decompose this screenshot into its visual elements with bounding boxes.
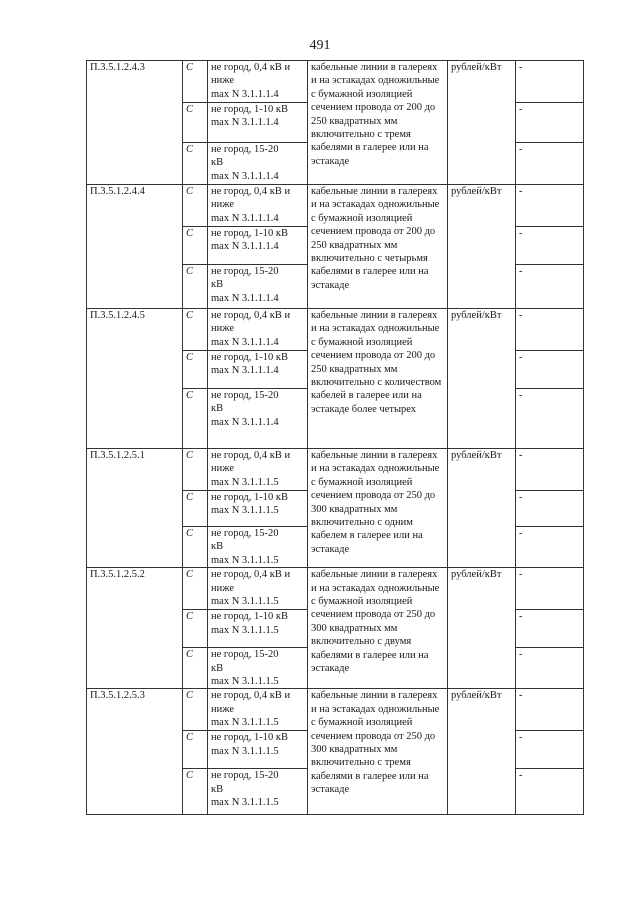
- table-row: [87, 185, 584, 227]
- rate-symbol: С: [183, 227, 208, 265]
- condition-line: не город, 15-20: [211, 649, 279, 661]
- condition-cell: [208, 568, 308, 610]
- condition-line: не город, 1-10 кВ: [211, 104, 288, 115]
- condition-line: max N 3.1.1.1.5: [211, 554, 279, 566]
- line-description: кабельные линии в галереях и на эстакадах одножильные с бумажной изоляцией сечением провода от 250 до 300 квадратных мм включительно с одним кабелем в галерее или на эстакаде: [308, 449, 448, 568]
- condition-line: не город, 1-10 кВ: [211, 492, 288, 503]
- rate-symbol: С: [183, 769, 208, 815]
- condition-line: кВ: [211, 662, 224, 674]
- value-cell: -: [516, 143, 584, 185]
- table-row: [87, 568, 584, 610]
- condition-line: не город, 0,4 кВ и: [211, 569, 291, 581]
- rate-symbol: С: [183, 731, 208, 769]
- rate-symbol: С: [183, 449, 208, 491]
- condition-line: не город, 1-10 кВ: [211, 352, 288, 363]
- condition-line: max N 3.1.1.1.4: [211, 416, 279, 428]
- condition-cell: [208, 527, 308, 568]
- value-cell: -: [516, 769, 584, 815]
- condition-line: не город, 0,4 кВ и: [211, 690, 291, 702]
- unit-cell: рублей/кВт: [448, 689, 516, 815]
- rate-symbol: С: [183, 568, 208, 610]
- rate-symbol: С: [183, 61, 208, 103]
- table-row: [87, 309, 584, 351]
- condition-line: max N 3.1.1.1.5: [211, 505, 279, 517]
- value-cell: -: [516, 309, 584, 351]
- condition-line: не город, 0,4 кВ и: [211, 62, 291, 73]
- tariff-table: [86, 60, 584, 815]
- item-code: П.3.5.1.2.4.3: [87, 61, 183, 185]
- table-row: [87, 449, 584, 491]
- item-code: П.3.5.1.2.5.3: [87, 689, 183, 815]
- condition-line: не город, 15-20: [211, 528, 279, 539]
- rate-symbol: С: [183, 309, 208, 351]
- value-cell: -: [516, 351, 584, 389]
- condition-cell: [208, 351, 308, 389]
- table-row: [87, 689, 584, 731]
- value-cell: -: [516, 265, 584, 309]
- value-cell: -: [516, 648, 584, 689]
- table-row: [87, 61, 584, 103]
- condition-line: кВ: [211, 279, 224, 291]
- rate-symbol: С: [183, 527, 208, 568]
- condition-line: max N 3.1.1.1.4: [211, 336, 279, 348]
- condition-line: не город, 1-10 кВ: [211, 228, 288, 239]
- condition-line: max N 3.1.1.1.4: [211, 241, 279, 253]
- value-cell: -: [516, 227, 584, 265]
- value-cell: -: [516, 527, 584, 568]
- unit-cell: рублей/кВт: [448, 568, 516, 689]
- condition-cell: [208, 731, 308, 769]
- condition-cell: [208, 689, 308, 731]
- line-description: кабельные линии в галереях и на эстакадах одножильные с бумажной изоляцией сечением провода от 200 до 250 квадратных мм включительно с тремя кабелями в галерее или на эстакаде: [308, 61, 448, 185]
- condition-line: не город, 1-10 кВ: [211, 732, 288, 744]
- condition-line: не город, 1-10 кВ: [211, 611, 288, 623]
- rate-symbol: С: [183, 648, 208, 689]
- condition-line: не город, 15-20: [211, 266, 279, 277]
- condition-cell: [208, 265, 308, 309]
- rate-symbol: С: [183, 185, 208, 227]
- unit-cell: рублей/кВт: [448, 61, 516, 185]
- value-cell: -: [516, 449, 584, 491]
- condition-line: ниже: [211, 199, 235, 211]
- condition-line: не город, 15-20: [211, 144, 279, 155]
- item-code: П.3.5.1.2.5.2: [87, 568, 183, 689]
- rate-symbol: С: [183, 389, 208, 449]
- tariff-body: [87, 61, 584, 815]
- condition-cell: [208, 185, 308, 227]
- condition-cell: [208, 449, 308, 491]
- value-cell: -: [516, 61, 584, 103]
- value-cell: -: [516, 185, 584, 227]
- page-number: 491: [309, 38, 331, 53]
- condition-line: max N 3.1.1.1.4: [211, 292, 279, 304]
- value-cell: -: [516, 689, 584, 731]
- condition-line: кВ: [211, 403, 224, 415]
- condition-line: max N 3.1.1.1.4: [211, 117, 279, 129]
- condition-cell: [208, 61, 308, 103]
- condition-cell: [208, 491, 308, 527]
- condition-cell: [208, 648, 308, 689]
- condition-line: max N 3.1.1.1.4: [211, 170, 279, 182]
- condition-line: max N 3.1.1.1.4: [211, 365, 279, 377]
- unit-cell: рублей/кВт: [448, 449, 516, 568]
- unit-cell: рублей/кВт: [448, 309, 516, 449]
- condition-line: max N 3.1.1.1.5: [211, 797, 279, 809]
- condition-line: ниже: [211, 703, 235, 715]
- condition-line: кВ: [211, 541, 224, 553]
- condition-cell: [208, 389, 308, 449]
- value-cell: -: [516, 491, 584, 527]
- rate-symbol: С: [183, 351, 208, 389]
- value-cell: -: [516, 389, 584, 449]
- condition-line: max N 3.1.1.1.5: [211, 745, 279, 757]
- line-description: кабельные линии в галереях и на эстакадах одножильные с бумажной изоляцией сечением провода от 200 до 250 квадратных мм включительно с количеством кабелей в галерее или на эстакаде более четырех: [308, 309, 448, 449]
- condition-line: не город, 15-20: [211, 770, 279, 782]
- condition-line: max N 3.1.1.1.4: [211, 212, 279, 224]
- line-description: кабельные линии в галереях и на эстакадах одножильные с бумажной изоляцией сечением провода от 200 до 250 квадратных мм включительно с четырьмя кабелями в галерее или на эстакаде: [308, 185, 448, 309]
- condition-line: max N 3.1.1.1.5: [211, 476, 279, 488]
- condition-line: max N 3.1.1.1.5: [211, 717, 279, 729]
- condition-line: не город, 0,4 кВ и ниже: [211, 450, 291, 475]
- condition-line: ниже: [211, 75, 235, 87]
- condition-line: max N 3.1.1.1.4: [211, 88, 279, 100]
- condition-cell: [208, 227, 308, 265]
- value-cell: -: [516, 610, 584, 648]
- rate-symbol: С: [183, 265, 208, 309]
- item-code: П.3.5.1.2.5.1: [87, 449, 183, 568]
- condition-line: ниже: [211, 582, 235, 594]
- condition-cell: [208, 143, 308, 185]
- line-description: кабельные линии в галереях и на эстакадах одножильные с бумажной изоляцией сечением провода от 250 до 300 квадратных мм включительно с двумя кабелями в галерее или на эстакаде: [308, 568, 448, 689]
- condition-line: кВ: [211, 783, 224, 795]
- value-cell: -: [516, 731, 584, 769]
- rate-symbol: С: [183, 103, 208, 143]
- item-code: П.3.5.1.2.4.5: [87, 309, 183, 449]
- condition-line: max N 3.1.1.1.5: [211, 676, 279, 688]
- rate-symbol: С: [183, 610, 208, 648]
- rate-symbol: С: [183, 689, 208, 731]
- condition-line: max N 3.1.1.1.5: [211, 624, 279, 636]
- rate-symbol: С: [183, 143, 208, 185]
- condition-line: не город, 0,4 кВ и: [211, 310, 291, 321]
- item-code: П.3.5.1.2.4.4: [87, 185, 183, 309]
- value-cell: -: [516, 568, 584, 610]
- condition-cell: [208, 309, 308, 351]
- condition-line: кВ: [211, 157, 224, 169]
- condition-cell: [208, 610, 308, 648]
- condition-line: max N 3.1.1.1.5: [211, 596, 279, 608]
- unit-cell: рублей/кВт: [448, 185, 516, 309]
- condition-cell: [208, 103, 308, 143]
- line-description: кабельные линии в галереях и на эстакадах одножильные с бумажной изоляцией сечением провода от 250 до 300 квадратных мм включительно с тремя кабелями в галерее или на эстакаде: [308, 689, 448, 815]
- condition-line: ниже: [211, 323, 235, 335]
- condition-line: не город, 15-20: [211, 390, 279, 401]
- condition-line: не город, 0,4 кВ и: [211, 186, 291, 197]
- rate-symbol: С: [183, 491, 208, 527]
- condition-cell: [208, 769, 308, 815]
- value-cell: -: [516, 103, 584, 143]
